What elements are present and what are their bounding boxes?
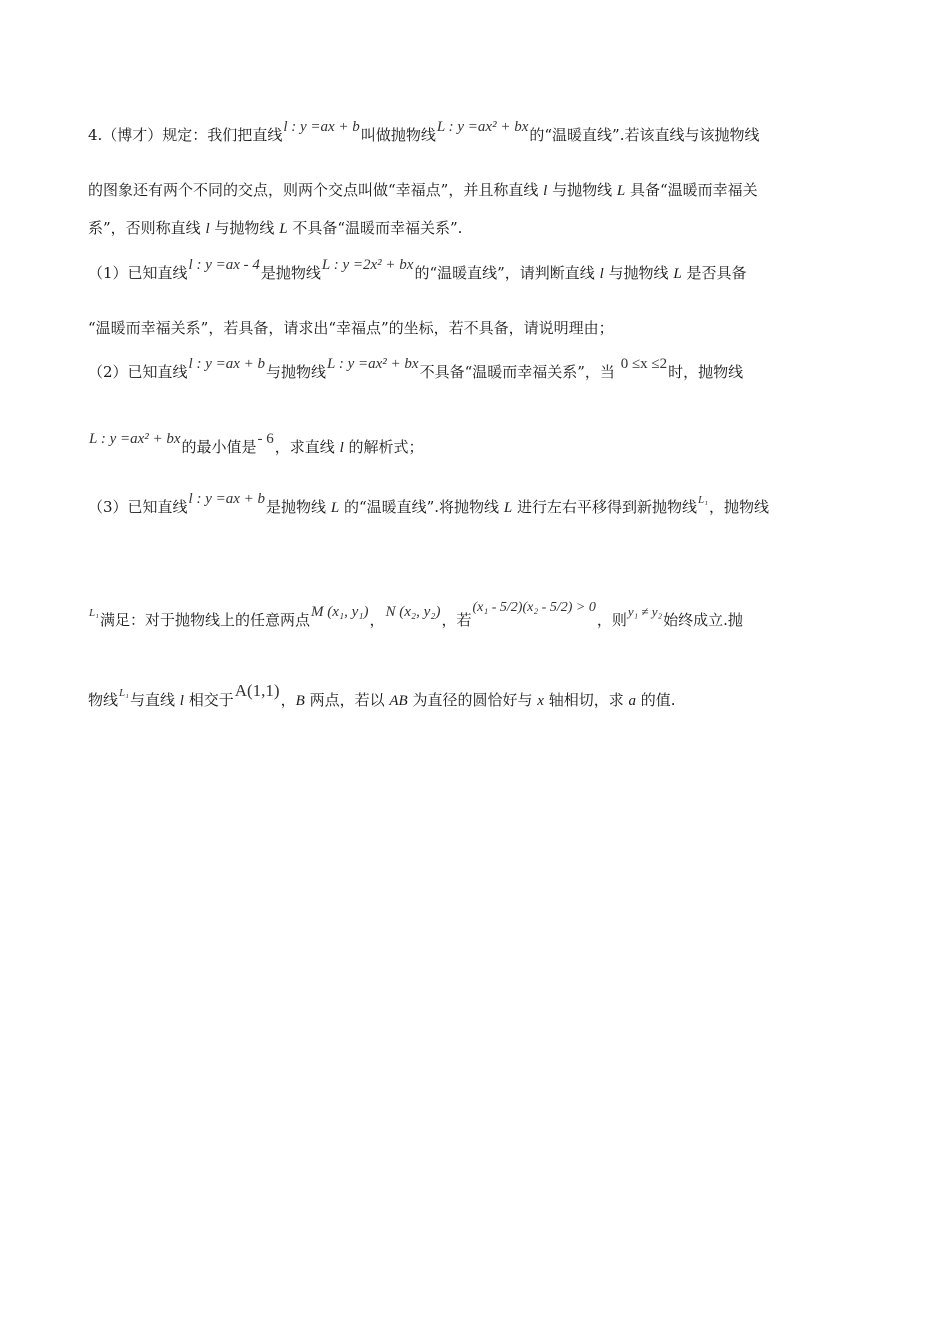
text: 与抛物线	[608, 264, 669, 282]
math-var: L	[616, 183, 626, 199]
text: 的最小值是	[181, 438, 257, 456]
text: 的图象还有两个不同的交点，则两个交点叫做“幸福点”，并且称直线	[88, 181, 539, 199]
math-expression: A(1,1)	[234, 681, 280, 700]
math-var: AB	[389, 693, 408, 709]
text: 与抛物线	[214, 219, 275, 237]
math-expression: L₁	[697, 494, 708, 506]
part-1-line-1	[88, 257, 868, 284]
text: （1）已知直线	[88, 264, 188, 282]
math-expression: L : y =2x² + bx	[321, 257, 414, 273]
math-expression: M (x₁, y₁)	[310, 604, 369, 620]
text: 叫做抛物线	[360, 126, 436, 144]
math-expression: 0 ≤x ≤2	[620, 356, 668, 372]
math-expression: y₁ ≠ y₂	[627, 604, 663, 619]
math-expression: L₁	[89, 607, 99, 619]
math-var: L	[279, 221, 288, 237]
text: 两点，若以	[309, 691, 385, 709]
text: 不具备“温暖而幸福关系”.	[292, 219, 463, 237]
math-var: L	[330, 500, 340, 516]
math-var: x	[537, 693, 544, 709]
math-var: L	[673, 266, 682, 282]
math-var: l	[205, 221, 210, 237]
text: ，抛物线	[708, 498, 769, 516]
text: 为直径的圆恰好与	[412, 691, 533, 709]
text: 不具备“温暖而幸福关系”，当	[419, 363, 615, 381]
text: ，则	[596, 611, 627, 629]
text: 满足：对于抛物线上的任意两点	[99, 611, 310, 629]
text: 与抛物线	[266, 363, 327, 381]
text: 具备“温暖而幸福关	[630, 181, 758, 199]
part-3-line-2	[88, 600, 868, 632]
math-expression: L : y =ax² + bx	[89, 431, 181, 447]
text: 是抛物线	[266, 498, 327, 516]
math-expression: l : y =ax + b	[188, 356, 266, 372]
text: 始终成立.抛	[663, 611, 743, 629]
math-var: l	[599, 266, 604, 282]
math-expression: l : y =ax + b	[188, 491, 266, 507]
text: 的值.	[640, 691, 676, 709]
part-1-line-2	[88, 318, 868, 338]
problem-line-3	[88, 218, 868, 239]
math-var: L	[503, 500, 513, 516]
problem-line-2	[88, 180, 868, 201]
part-2-line-2	[88, 431, 868, 458]
math-expression: L : y =ax² + bx	[436, 119, 529, 135]
text: 轴相切，求	[548, 691, 624, 709]
math-var: l	[543, 183, 548, 199]
text: “温暖而幸福关系”，若具备，请求出“幸福点”的坐标，若不具备，请说明理由；	[88, 319, 614, 337]
part-2-line-1	[88, 356, 868, 383]
text: 4.（博才）规定：我们把直线	[88, 126, 283, 144]
problem-line-1	[88, 119, 868, 146]
math-var: B	[295, 693, 305, 709]
text: ，	[369, 611, 385, 629]
math-var: a	[628, 693, 637, 709]
math-var: l	[179, 693, 184, 709]
text: 相交于	[188, 691, 234, 709]
text: 物线	[88, 691, 119, 709]
text: 的解析式；	[348, 438, 424, 456]
text: 与抛物线	[552, 181, 613, 199]
text: ，	[280, 691, 296, 709]
text: 是抛物线	[260, 264, 321, 282]
text: ，求直线	[274, 438, 335, 456]
text: 的“温暖直线”.将抛物线	[343, 498, 500, 516]
text: （3）已知直线	[88, 498, 188, 516]
text: 时，抛物线	[668, 363, 744, 381]
text: 的“温暖直线”，请判断直线	[414, 264, 595, 282]
text: （2）已知直线	[88, 363, 188, 381]
text: 是否具备	[686, 264, 747, 282]
math-expression: L : y =ax² + bx	[327, 356, 419, 372]
text: 系”，否则称直线	[88, 219, 201, 237]
math-expression: - 6	[257, 431, 274, 447]
part-3-line-1	[88, 491, 868, 519]
part-3-line-3	[88, 681, 868, 712]
math-expression: (x₁ - 5/2)(x₂ - 5/2) > 0	[472, 600, 596, 615]
math-expression: l : y =ax - 4	[188, 257, 260, 273]
math-var: l	[339, 440, 344, 456]
text: 进行左右平移得到新抛物线	[516, 498, 697, 516]
math-expression: l : y =ax + b	[283, 119, 360, 135]
text: 的“温暖直线”.若该直线与该抛物线	[529, 126, 760, 144]
math-expression: L₁	[119, 687, 129, 699]
math-expression: N (x₂, y₂)	[385, 604, 441, 620]
text: 与直线	[129, 691, 175, 709]
text: ，若	[441, 611, 472, 629]
